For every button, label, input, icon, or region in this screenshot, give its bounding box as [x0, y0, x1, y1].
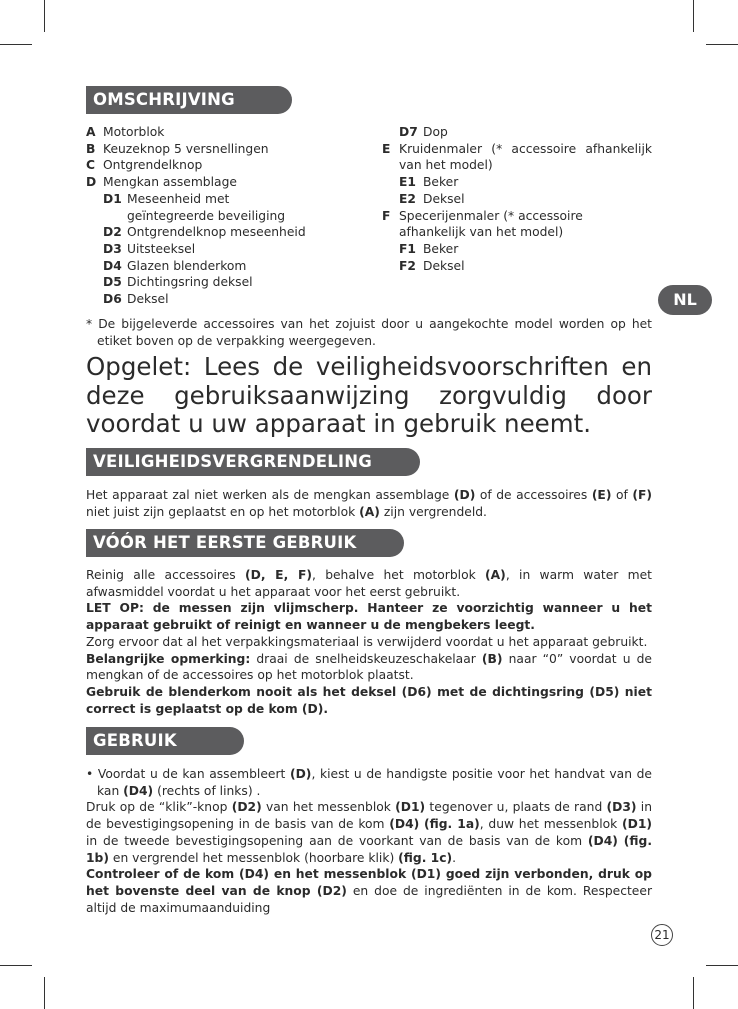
ref: (D, E, F): [245, 568, 312, 582]
text: , duw het messenblok: [479, 817, 622, 832]
crop-mark: [706, 965, 738, 966]
text: Zorg ervoor dat al het verpakkingsmateriaal is verwijderd voordat u het apparaat gebruikt.: [86, 634, 648, 649]
text: • Voordat u de kan assembleert: [86, 767, 290, 781]
part-code: D3: [103, 241, 122, 256]
text: draai de snelheidskeuzeschakelaar: [250, 651, 482, 666]
list-item: [382, 174, 654, 191]
text: zijn vergrendeld.: [379, 504, 487, 519]
ref: (E): [591, 488, 612, 502]
ref: (D3): [606, 800, 637, 815]
text: (rechts of links) .: [153, 783, 261, 798]
ref: (F): [632, 488, 653, 502]
paragraph: [86, 600, 652, 633]
bullet-paragraph: [86, 766, 652, 799]
paragraph: [86, 866, 652, 916]
text: en doe de ingrediënten in de kom. Respecteer altijd de maximumaanduiding: [86, 883, 652, 915]
footnote: * De bijgeleverde accessoires van het zojuist door u aangekochte model worden op het etiket boven op de verpakking weergegeven.: [86, 317, 652, 348]
part-code: E2: [399, 191, 416, 206]
part-code: D1: [103, 191, 122, 206]
part-label: Keuzeknop 5 versnellingen: [103, 141, 269, 156]
parts-list-right: [382, 124, 654, 274]
text: tegenover u, plaats de rand: [425, 800, 607, 815]
text: .: [452, 850, 457, 865]
list-item: [382, 124, 654, 141]
part-label: Kruidenmaler (* accessoire afhankelijk van het model): [399, 141, 652, 173]
paragraph: [86, 684, 652, 717]
text: niet juist zijn geplaatst en op het motorblok: [86, 504, 360, 519]
part-letter: F: [382, 208, 391, 223]
part-code: D4: [103, 258, 122, 273]
ref: (fig. 1c): [398, 850, 453, 865]
list-item: [86, 241, 356, 258]
list-item: [86, 274, 356, 291]
ref: (D1): [622, 817, 653, 832]
list-item: [86, 157, 356, 174]
list-item: [382, 191, 654, 208]
warning-text: Gebruik de blenderkom nooit als het deksel (D6) met de dichtingsring (D5) niet correct is geplaatst op de kom (D).: [86, 684, 652, 716]
ref: (D4): [587, 833, 618, 848]
ref: (A): [485, 568, 506, 582]
part-code: D2: [103, 225, 122, 240]
text: , in warm water met afwasmiddel voordat u het apparaat voor het eerst gebruikt.: [86, 568, 652, 599]
crop-mark: [44, 977, 45, 1009]
warning-text: LET OP: de messen zijn vlijmscherp. Hanteer ze voorzichtig wanneer u het apparaat gebruikt of reinigt en wanneer u de mengbekers leegt.: [86, 601, 652, 633]
section-header-eerste-gebruik: VÓÓR HET EERSTE GEBRUIK: [86, 529, 404, 557]
paragraph: [86, 567, 652, 600]
list-item: [86, 191, 356, 224]
text: naar “0” voordat u de mengkan of de accessoires op het motorblok plaatst.: [86, 651, 652, 683]
section-header-omschrijving: OMSCHRIJVING: [86, 86, 292, 114]
paragraph: [86, 634, 652, 651]
part-label: Deksel: [423, 191, 465, 206]
ref: (D4): [389, 817, 420, 832]
part-label: Beker: [423, 175, 459, 190]
ref: (B): [481, 651, 503, 666]
part-label: Mengkan assemblage: [103, 175, 237, 190]
part-label: Uitsteeksel: [127, 241, 196, 256]
note-label: Belangrijke opmerking:: [86, 651, 251, 666]
ref: (D2): [231, 800, 262, 815]
text: van het messenblok: [261, 800, 396, 815]
list-item: [86, 224, 356, 241]
text: Reinig alle accessoires: [86, 568, 245, 582]
list-item: [382, 241, 654, 258]
list-item: [86, 174, 356, 191]
part-label: Dop: [423, 125, 448, 139]
part-label: Meseenheid met geïntegreerde beveiliging: [127, 191, 286, 223]
part-label: Deksel: [127, 292, 169, 307]
list-item: [382, 208, 654, 241]
text: in de bevestigingsopening in de basis van de kom: [86, 800, 653, 832]
ref: (fig. 1a): [424, 817, 480, 832]
part-label: Motorblok: [103, 125, 165, 139]
crop-mark: [693, 0, 694, 32]
part-label: Beker: [423, 241, 459, 256]
ref: (D): [453, 488, 476, 502]
crop-mark: [44, 0, 45, 32]
crop-mark: [706, 44, 738, 45]
parts-list-left: [86, 124, 356, 308]
list-item: [382, 141, 654, 174]
text: en vergrendel het messenblok (hoorbare klik): [108, 850, 399, 865]
part-code: F2: [399, 258, 416, 273]
crop-mark: [0, 44, 32, 45]
crop-mark: [0, 965, 32, 966]
text: Het apparaat zal niet werken als de mengkan assemblage: [86, 488, 454, 502]
list-item: [86, 124, 356, 141]
text: of: [611, 488, 633, 502]
text: of de accessoires: [475, 488, 592, 502]
part-label: Glazen blenderkom: [127, 258, 247, 273]
part-label: Ontgrendelknop meseenheid: [127, 225, 306, 240]
part-code: D5: [103, 275, 122, 290]
part-letter: B: [86, 141, 96, 156]
warning-text: Controleer of de kom (D4) en het messenblok (D1) goed zijn verbonden, druk op het bovenste deel van de knop (D2): [86, 867, 652, 898]
list-item: [382, 258, 654, 275]
section-header-gebruik: GEBRUIK: [86, 727, 244, 755]
section-header-veiligheidsvergrendeling: VEILIGHEIDSVERGRENDELING: [86, 448, 420, 476]
part-code: E1: [399, 175, 416, 190]
part-code: D6: [103, 292, 122, 307]
part-label: Dichtingsring deksel: [127, 275, 253, 290]
safety-warning-heading: Opgelet: Lees de veiligheidsvoorschriften en deze gebruiksaanwijzing zorgvuldig door voordat u uw apparaat in gebruik neemt.: [86, 352, 652, 438]
part-letter: A: [86, 125, 96, 139]
first-use-text: [86, 567, 652, 717]
ref: (A): [359, 504, 380, 519]
part-label: Specerijenmaler (* accessoire afhankelijk van het model): [399, 208, 583, 240]
text: Druk op de “klik”-knop: [86, 800, 232, 815]
text: , behalve het motorblok: [311, 568, 486, 582]
ref: (D): [289, 767, 312, 781]
paragraph: [86, 651, 652, 684]
safety-lock-paragraph: [86, 487, 652, 520]
list-item: [86, 291, 356, 308]
list-item: [86, 141, 356, 158]
part-code: F1: [399, 241, 416, 256]
part-label: Ontgrendelknop: [103, 158, 203, 173]
part-letter: D: [86, 175, 97, 190]
part-code: D7: [399, 125, 418, 139]
text: , kiest u de handigste positie voor het handvat van de kan: [97, 767, 653, 798]
language-tab: NL: [658, 285, 712, 315]
paragraph: [86, 799, 652, 866]
list-item: [86, 258, 356, 275]
crop-mark: [693, 977, 694, 1009]
text: in de tweede bevestigingsopening aan de voorkant van de basis van de kom: [86, 833, 588, 848]
part-label: Deksel: [423, 258, 465, 273]
ref: (D4): [123, 783, 154, 798]
ref: (fig. 1b): [86, 833, 652, 865]
part-letter: C: [86, 158, 96, 173]
part-letter: E: [382, 141, 391, 156]
ref: (D1): [395, 800, 426, 815]
usage-text: [86, 766, 652, 916]
page-number: 21: [651, 924, 673, 946]
